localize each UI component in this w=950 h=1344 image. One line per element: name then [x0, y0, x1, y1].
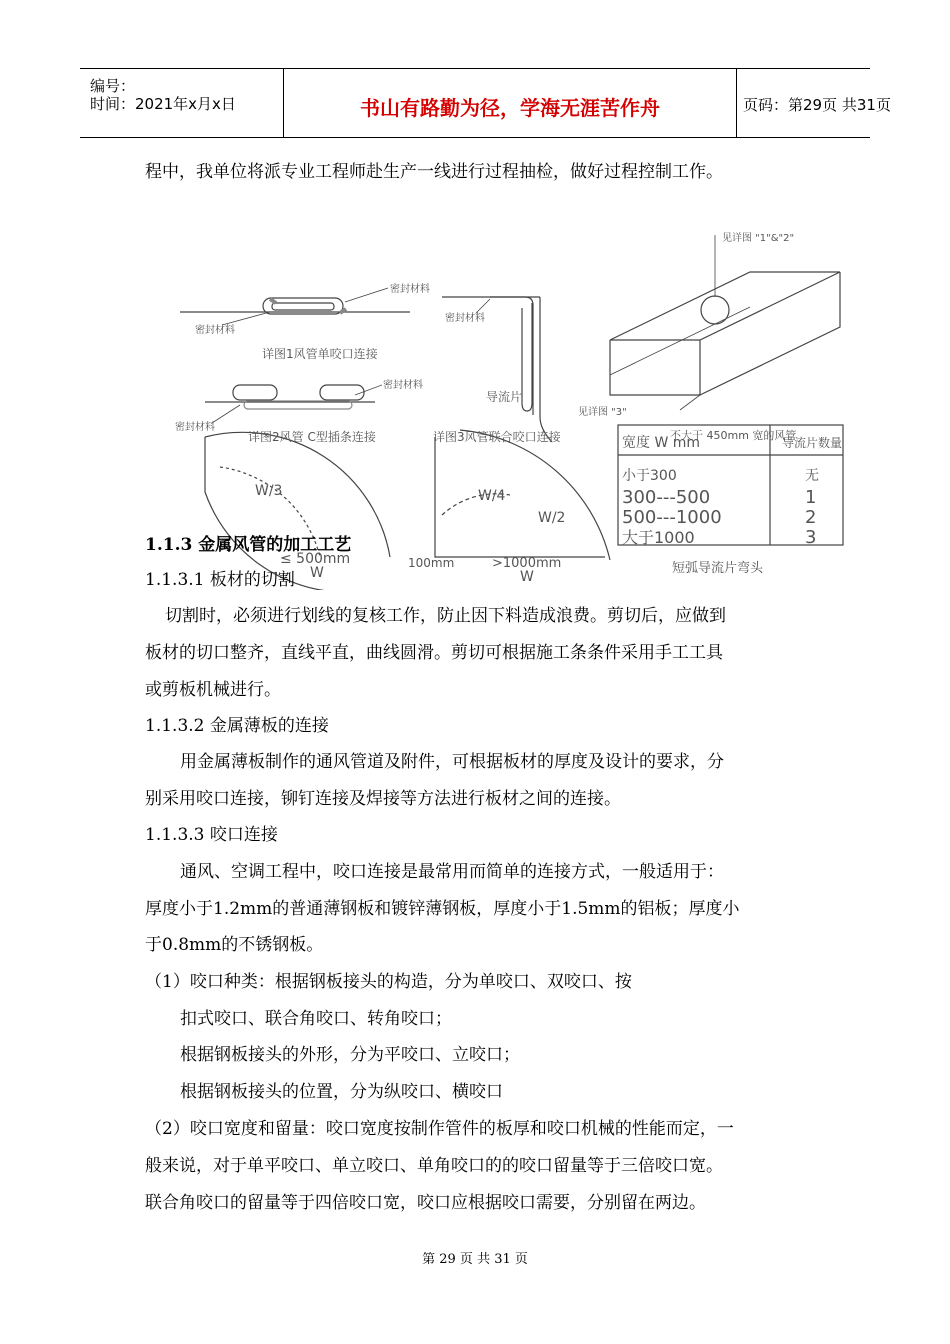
- dim-w3-label: W/3: [255, 483, 283, 499]
- para4-line2: 扣式咬口、联合角咬口、转角咬口；: [180, 1009, 452, 1029]
- table-row1-width: 小于300: [622, 468, 677, 484]
- seal-label-4: 密封材料: [383, 380, 423, 391]
- para3-line3: 于0.8mm的不锈钢板。: [145, 935, 324, 955]
- para4-line1: （1）咬口种类：根据钢板接头的构造，分为单咬口、双咬口、按: [145, 972, 632, 992]
- guide-vane-label: 导流片: [486, 390, 523, 404]
- dim-w4-label: W/4: [478, 488, 506, 504]
- heading-1-1-3: 1.1.3 金属风管的加工工艺: [145, 535, 352, 555]
- heading-1-1-3-1: 1.1.3.1 板材的切割: [145, 570, 295, 590]
- detail3-caption: 详图3风管联合咬口连接: [433, 430, 561, 444]
- table-row4-width: 大于1000: [622, 528, 695, 547]
- dim-100-label: 100mm: [408, 556, 455, 570]
- doc-number-label: 编号：: [90, 77, 136, 95]
- doc-date-label: 时间：2021年x月x日: [90, 95, 236, 113]
- table-row3-count: 2: [805, 507, 817, 528]
- para4-line4: 根据钢板接头的位置，分为纵咬口、横咬口: [180, 1082, 503, 1102]
- para2-line2: 别采用咬口连接，铆钉连接及焊接等方法进行板材之间的连接。: [145, 789, 621, 809]
- page-footer: 第 29 页 共 31 页: [422, 1252, 528, 1267]
- seal-label-2: 密封材料: [195, 325, 235, 336]
- page-header: [80, 68, 891, 138]
- page-number-label: 页码：第29页 共31页: [743, 96, 891, 114]
- motto-text: 书山有路勤为径，学海无涯苦作舟: [360, 96, 660, 120]
- dim-w2-label: W/2: [538, 510, 566, 526]
- table-caption: 短弧导流片弯头: [672, 561, 764, 576]
- para1-line1: 切割时，必须进行划线的复核工作，防止因下料造成浪费。剪切后，应做到: [165, 606, 726, 626]
- dim-w-label-2: W: [520, 569, 534, 585]
- table-header-count: 导流片数量: [782, 436, 843, 450]
- table-row2-count: 1: [805, 487, 817, 508]
- table-header-note: 不大于 450mm 宽的风管: [670, 429, 797, 442]
- heading-1-1-3-3: 1.1.3.3 咬口连接: [145, 825, 278, 845]
- see-detail-3-label: 见详图 "3": [578, 407, 627, 418]
- header-page-cell: [735, 69, 891, 137]
- table-row3-width: 500---1000: [622, 507, 722, 528]
- seal-label-5: 密封材料: [175, 422, 215, 433]
- seal-label-3: 密封材料: [445, 313, 485, 324]
- para1-line2: 板材的切口整齐，直线平直，曲线圆滑。剪切可根据施工条条件采用手工工具: [145, 643, 723, 663]
- seal-label-1: 密封材料: [390, 284, 430, 295]
- paragraph-intro: 程中，我单位将派专业工程师赴生产一线进行过程抽检，做好过程控制工作。: [145, 162, 723, 182]
- para4-line3: 根据钢板接头的外形，分为平咬口、立咬口；: [180, 1045, 520, 1065]
- para5-line3: 联合角咬口的留量等于四倍咬口宽，咬口应根据咬口需要，分别留在两边。: [145, 1193, 706, 1213]
- para1-line3: 或剪板机械进行。: [145, 680, 281, 700]
- para3-line1: 通风、空调工程中，咬口连接是最常用而简单的连接方式，一般适用于：: [180, 862, 724, 882]
- table-row4-count: 3: [805, 527, 817, 548]
- header-left-cell: [80, 69, 283, 137]
- detail1-caption: 详图1风管单咬口连接: [262, 347, 378, 361]
- table-row1-count: 无: [805, 468, 819, 484]
- dim-w-label-1: W: [310, 565, 324, 581]
- para2-line1: 用金属薄板制作的通风管道及附件，可根据板材的厚度及设计的要求，分: [180, 752, 724, 772]
- heading-1-1-3-2: 1.1.3.2 金属薄板的连接: [145, 716, 329, 736]
- para5-line2: 般来说，对于单平咬口、单立咬口、单角咬口的的咬口留量等于三倍咬口宽。: [145, 1156, 723, 1176]
- header-motto-cell: [283, 69, 737, 137]
- duct-joint-figure: [160, 215, 860, 590]
- table-row2-width: 300---500: [622, 487, 711, 508]
- para5-line1: （2）咬口宽度和留量：咬口宽度按制作管件的板厚和咬口机械的性能而定，一: [145, 1119, 734, 1139]
- dim-gt1000-label: >1000mm: [492, 556, 562, 571]
- see-detail-12-label: 见详图 "1"&"2": [722, 233, 795, 244]
- dim-le500-label: ≤ 500mm: [280, 551, 351, 567]
- detail2-caption: 详图2风管 C型插条连接: [248, 430, 376, 444]
- table-header-width: 宽度 W mm: [622, 435, 701, 451]
- para3-line2: 厚度小于1.2mm的普通薄钢板和镀锌薄钢板，厚度小于1.5mm的铝板；厚度小: [145, 899, 740, 919]
